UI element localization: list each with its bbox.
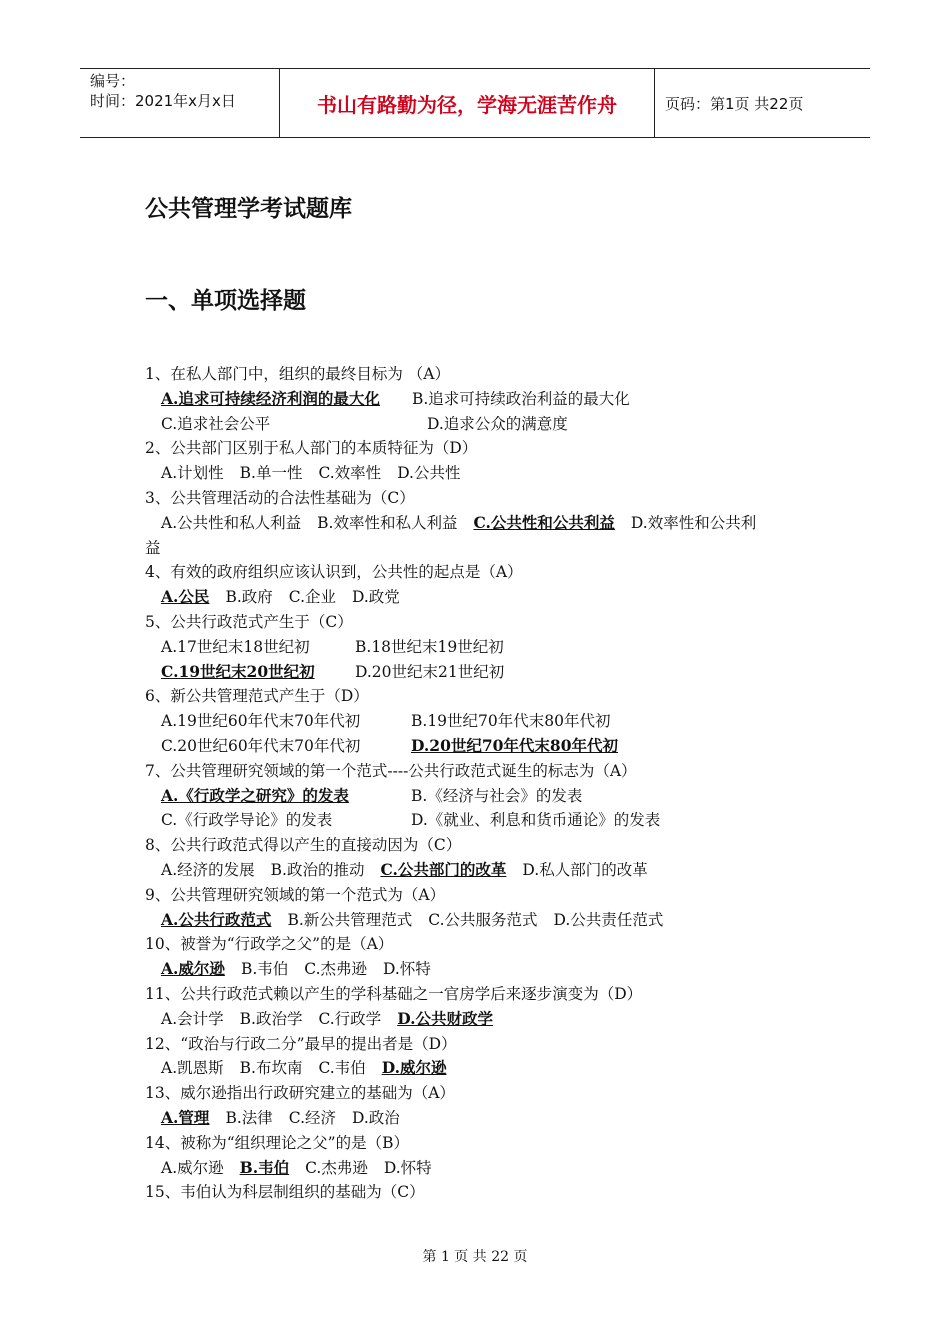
option-answer: D.20世纪70年代末80年代初 bbox=[411, 735, 618, 755]
option: C.公共服务范式 bbox=[428, 910, 538, 929]
option: A.公共性和私人利益 bbox=[161, 513, 302, 532]
option-answer: A.《行政学之研究》的发表 bbox=[161, 785, 349, 805]
option-answer: A.公民 bbox=[161, 587, 210, 607]
options-row bbox=[145, 387, 805, 412]
document-header bbox=[80, 68, 870, 138]
option: C.经济 bbox=[288, 1108, 336, 1127]
options-row bbox=[145, 858, 805, 883]
option-answer: C.公共性和公共利益 bbox=[473, 512, 615, 532]
option: D.政党 bbox=[352, 588, 400, 607]
options-row bbox=[145, 957, 805, 982]
option: D.私人部门的改革 bbox=[522, 860, 648, 879]
question-stem: 13、威尔逊指出行政研究建立的基础为（A） bbox=[145, 1084, 455, 1103]
option: C.行政学 bbox=[318, 1009, 382, 1028]
option: B.追求可持续政治利益的最大化 bbox=[411, 389, 630, 408]
question-stem: 15、韦伯认为科层制组织的基础为（C） bbox=[145, 1183, 425, 1202]
options-row bbox=[145, 1007, 805, 1032]
option: C.《行政学导论》的发表 bbox=[161, 811, 333, 830]
question-stem: 7、公共管理研究领域的第一个范式----公共行政范式诞生的标志为（A） bbox=[145, 761, 637, 780]
page-footer: 第 1 页 共 22 页 bbox=[422, 1249, 528, 1265]
options-row bbox=[145, 412, 805, 437]
options-row bbox=[145, 660, 805, 685]
option: B.19世纪70年代末80年代初 bbox=[411, 712, 611, 731]
option: D.20世纪末21世纪初 bbox=[355, 662, 505, 681]
options-row bbox=[145, 709, 805, 734]
option: C.企业 bbox=[288, 588, 336, 607]
number-label: 编号： bbox=[90, 72, 136, 90]
option: C.杰弗逊 bbox=[304, 960, 367, 979]
options-row bbox=[145, 808, 805, 833]
option-answer: A.公共行政范式 bbox=[161, 909, 272, 929]
question-stem: 9、公共管理研究领域的第一个范式为（A） bbox=[145, 885, 446, 904]
options-row bbox=[145, 511, 805, 536]
option: B.政府 bbox=[225, 588, 273, 607]
options-row bbox=[145, 734, 805, 759]
option-answer: C.公共部门的改革 bbox=[380, 859, 507, 879]
options-row bbox=[145, 461, 805, 486]
question-stem: 8、公共行政范式得以产生的直接动因为（C） bbox=[145, 836, 462, 855]
option: B.新公共管理范式 bbox=[287, 910, 413, 929]
option: A.经济的发展 bbox=[161, 860, 255, 879]
option: D.公共性 bbox=[397, 464, 461, 483]
option: A.计划性 bbox=[161, 464, 224, 483]
document-title: 公共管理学考试题库 bbox=[145, 196, 352, 222]
question-stem: 12、“政治与行政二分”最早的提出者是（D） bbox=[145, 1034, 457, 1053]
text-continuation: 益 bbox=[145, 538, 161, 557]
options-row bbox=[145, 1156, 805, 1181]
options-row bbox=[145, 908, 805, 933]
option: D.《就业、利息和货币通论》的发表 bbox=[411, 811, 661, 830]
question-stem: 11、公共行政范式赖以产生的学科基础之一官房学后来逐步演变为（D） bbox=[145, 984, 643, 1003]
question-stem: 14、被称为“组织理论之父”的是（B） bbox=[145, 1133, 409, 1152]
option: C.杰弗逊 bbox=[305, 1158, 368, 1177]
header-meta bbox=[80, 69, 280, 137]
header-page-info: 页码：第1页 共22页 bbox=[665, 94, 804, 113]
option: B.18世纪末19世纪初 bbox=[355, 637, 504, 656]
option: C.追求社会公平 bbox=[161, 414, 271, 433]
option: A.17世纪末18世纪初 bbox=[161, 637, 310, 656]
option: C.20世纪60年代末70年代初 bbox=[161, 736, 361, 755]
option: B.法律 bbox=[225, 1108, 273, 1127]
section-title: 一、单项选择题 bbox=[145, 288, 306, 314]
question-list bbox=[145, 362, 805, 1205]
options-row bbox=[145, 585, 805, 610]
option: C.韦伯 bbox=[318, 1059, 366, 1078]
option: C.效率性 bbox=[318, 464, 382, 483]
question-stem: 2、公共部门区别于私人部门的本质特征为（D） bbox=[145, 439, 478, 458]
question-stem: 4、有效的政府组织应该认识到，公共性的起点是（A） bbox=[145, 563, 523, 582]
option-answer: A.管理 bbox=[161, 1107, 210, 1127]
option: D.效率性和公共利 bbox=[630, 513, 757, 532]
option: B.布坎南 bbox=[239, 1059, 303, 1078]
question-stem: 10、被誉为“行政学之父”的是（A） bbox=[145, 935, 394, 954]
option: B.效率性和私人利益 bbox=[317, 513, 458, 532]
option: B.单一性 bbox=[239, 464, 303, 483]
option: D.怀特 bbox=[383, 1158, 432, 1177]
option: D.怀特 bbox=[383, 960, 431, 979]
option: D.追求公众的满意度 bbox=[427, 414, 568, 433]
option: A.威尔逊 bbox=[161, 1158, 224, 1177]
option-answer: B.韦伯 bbox=[239, 1157, 290, 1177]
option: B.政治的推动 bbox=[270, 860, 365, 879]
question-stem: 6、新公共管理范式产生于（D） bbox=[145, 687, 369, 706]
time-label: 时间：2021年x月x日 bbox=[90, 92, 236, 110]
option: A.19世纪60年代末70年代初 bbox=[161, 712, 361, 731]
option: B.《经济与社会》的发表 bbox=[411, 786, 583, 805]
option-answer: D.公共财政学 bbox=[397, 1008, 493, 1028]
option: A.凯恩斯 bbox=[161, 1059, 224, 1078]
option: D.公共责任范式 bbox=[553, 910, 664, 929]
option-answer: D.威尔逊 bbox=[381, 1058, 447, 1078]
option: D.政治 bbox=[352, 1108, 400, 1127]
option-answer: A.威尔逊 bbox=[161, 959, 225, 979]
question-stem: 1、在私人部门中，组织的最终目标为 （A） bbox=[145, 365, 450, 383]
option-answer: C.19世纪末20世纪初 bbox=[161, 661, 315, 681]
options-row bbox=[145, 784, 805, 809]
options-row bbox=[145, 1056, 805, 1081]
option: B.政治学 bbox=[239, 1009, 303, 1028]
question-stem: 3、公共管理活动的合法性基础为（C） bbox=[145, 488, 415, 507]
options-row bbox=[145, 1106, 805, 1131]
question-stem: 5、公共行政范式产生于（C） bbox=[145, 612, 353, 631]
options-row bbox=[145, 635, 805, 660]
option-answer: A.追求可持续经济利润的最大化 bbox=[161, 388, 380, 408]
header-motto: 书山有路勤为径，学海无涯苦作舟 bbox=[280, 69, 655, 137]
option: A.会计学 bbox=[161, 1009, 224, 1028]
option: B.韦伯 bbox=[240, 960, 289, 979]
